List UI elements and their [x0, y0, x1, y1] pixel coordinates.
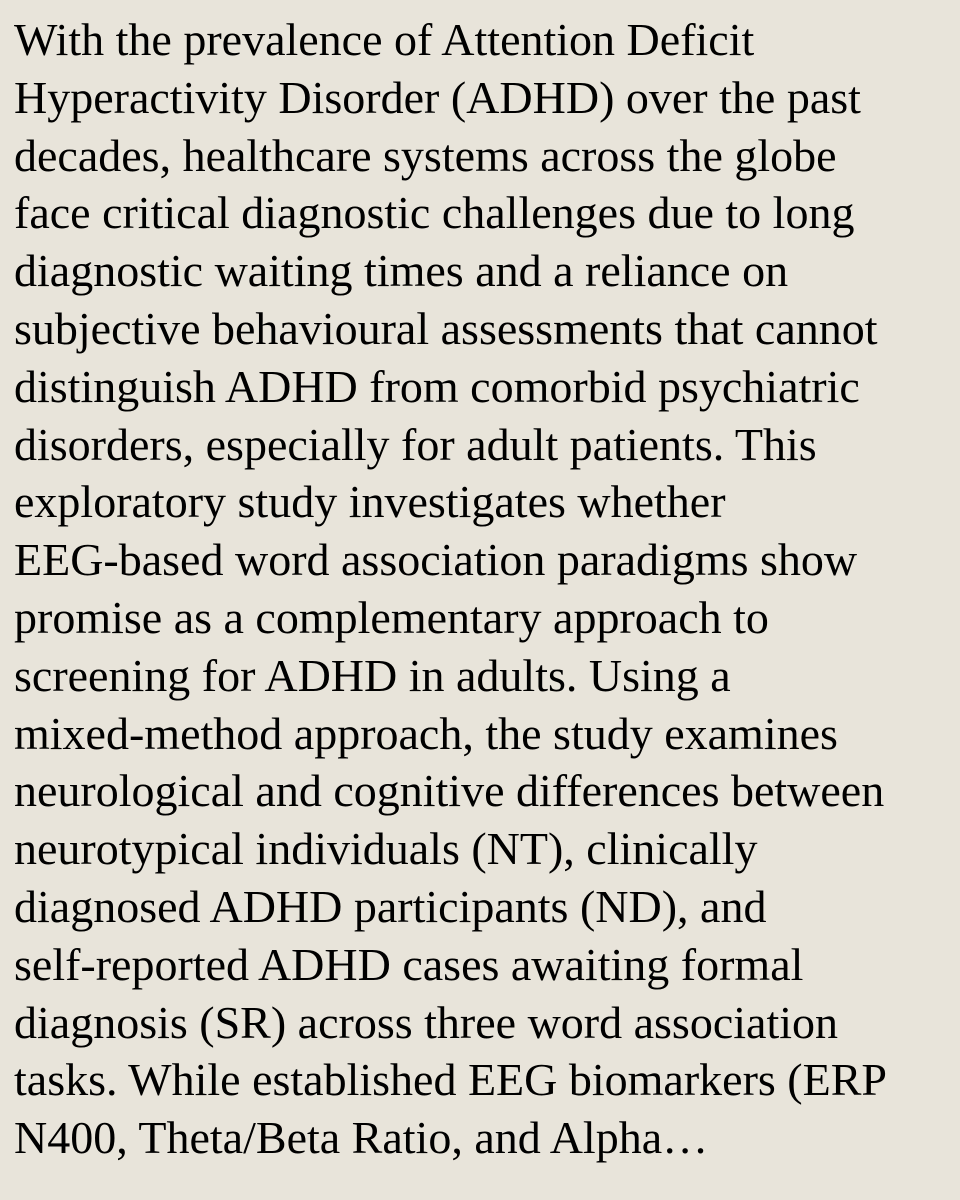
text-line: diagnostic waiting times and a reliance on: [14, 245, 789, 297]
text-line: self-reported ADHD cases awaiting formal: [14, 938, 804, 990]
text-line: With the prevalence of Attention Deficit: [14, 14, 755, 65]
text-line: face critical diagnostic challenges due to long: [14, 187, 855, 239]
text-line: tasks. While established EEG biomarkers (ERP: [14, 1054, 887, 1106]
text-line: N400, Theta/Beta Ratio, and Alpha…: [14, 1112, 709, 1164]
text-line: Hyperactivity Disorder (ADHD) over the past: [14, 71, 861, 123]
text-line: distinguish ADHD from comorbid psychiatric: [14, 360, 860, 412]
text-line: neurotypical individuals (NT), clinically: [14, 823, 758, 875]
text-line: neurological and cognitive differences between: [14, 765, 885, 817]
text-line: mixed-method approach, the study examines: [14, 707, 838, 759]
text-line: decades, healthcare systems across the globe: [14, 129, 837, 181]
text-line: diagnosed ADHD participants (ND), and: [14, 880, 767, 932]
text-line: disorders, especially for adult patients. This: [14, 418, 817, 470]
text-line: diagnosis (SR) across three word association: [14, 996, 839, 1048]
abstract-text: [14, 11, 954, 1167]
text-line: promise as a complementary approach to: [14, 591, 769, 643]
text-line: EEG-based word association paradigms show: [14, 534, 858, 586]
text-line: exploratory study investigates whether: [14, 476, 726, 528]
text-line: screening for ADHD in adults. Using a: [14, 649, 731, 701]
text-line: subjective behavioural assessments that cannot: [14, 302, 878, 354]
